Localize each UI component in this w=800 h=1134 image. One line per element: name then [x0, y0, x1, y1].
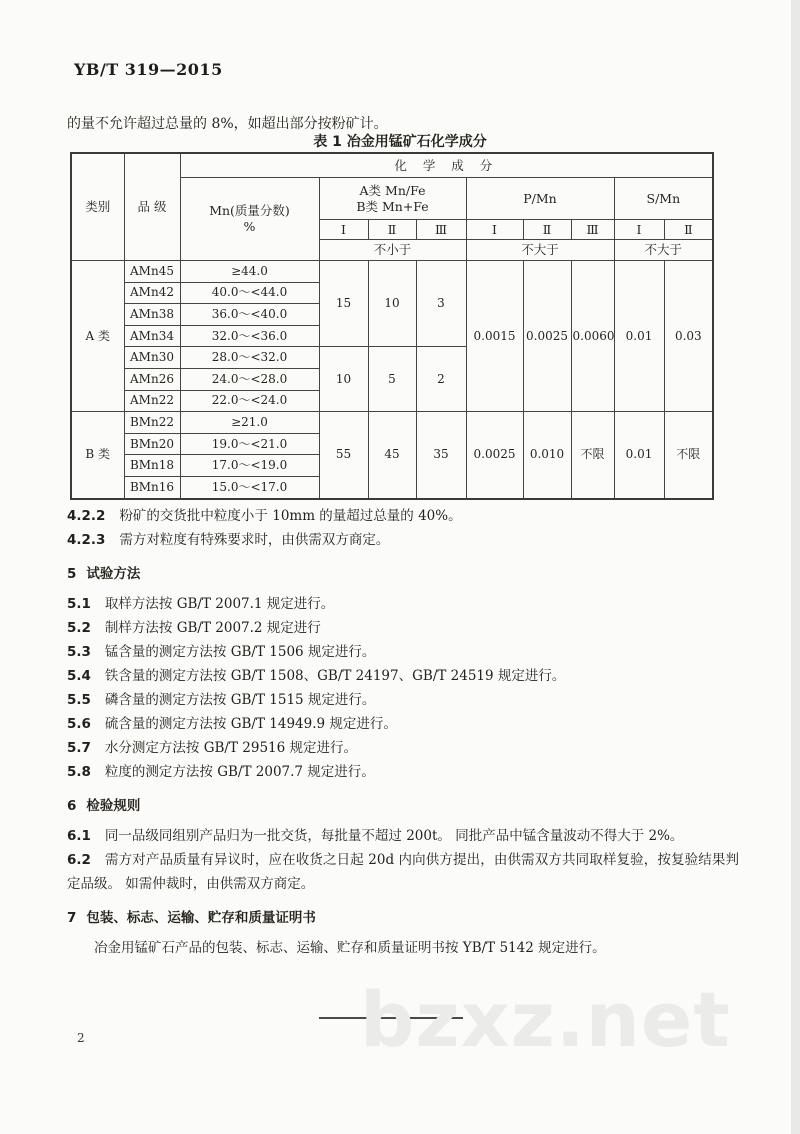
mnfe-value-cell: 10 — [368, 261, 416, 347]
header-pmn-ratio: P/Mn — [466, 178, 614, 220]
clause-text: 铁含量的测定方法按 GB/T 1508、GB/T 24197、GB/T 24519 规定进行。 — [104, 668, 566, 684]
clause-number: 5 — [67, 566, 77, 582]
clause-paragraph — [67, 760, 739, 784]
clause-paragraph — [67, 616, 739, 640]
mn-range-cell: 17.0～<19.0 — [180, 455, 319, 477]
mn-range-cell: 28.0～<32.0 — [180, 347, 319, 369]
mnfe-value-cell: 35 — [416, 412, 466, 499]
clause-paragraph — [67, 688, 739, 712]
header-category: 类别 — [71, 153, 124, 261]
clause-number: 6.1 — [67, 828, 91, 844]
table-row — [71, 261, 713, 283]
category-cell: A 类 — [71, 261, 124, 412]
clause-text: 粉矿的交货批中粒度小于 10mm 的量超过总量的 40%。 — [119, 508, 462, 524]
header-grade-numeral: Ⅰ — [319, 220, 368, 240]
mn-range-cell: 19.0～<21.0 — [180, 433, 319, 455]
mnfe-value-cell: 45 — [368, 412, 416, 499]
header-mn-fraction — [180, 178, 319, 261]
clause-paragraph — [67, 664, 739, 688]
clause-text: 试验方法 — [86, 566, 141, 582]
header-grade-numeral: Ⅰ — [466, 220, 523, 240]
header-chemical-composition: 化 学 成 分 — [180, 153, 713, 178]
clause-paragraph — [67, 848, 739, 896]
header-grade-numeral: Ⅰ — [614, 220, 664, 240]
clause-number: 5.2 — [67, 620, 91, 636]
clause-number: 5.3 — [67, 644, 91, 660]
clause-text: 检验规则 — [86, 798, 141, 814]
mn-range-cell: 32.0～<36.0 — [180, 325, 319, 347]
pmn-value-cell: 0.0060 — [571, 261, 614, 412]
clause-paragraph — [67, 640, 739, 664]
clause-text: 硫含量的测定方法按 GB/T 14949.9 规定进行。 — [104, 716, 397, 732]
section-heading — [67, 906, 739, 930]
header-grade-numeral: Ⅱ — [523, 220, 571, 240]
limit-not-greater-than: 不大于 — [466, 240, 614, 261]
grade-cell: AMn34 — [124, 325, 180, 347]
grade-cell: AMn22 — [124, 390, 180, 412]
pmn-value-cell: 0.0025 — [466, 412, 523, 499]
watermark-text: bzxz.net — [360, 975, 731, 1064]
mnfe-value-cell: 2 — [416, 347, 466, 412]
mn-range-cell: 40.0～<44.0 — [180, 282, 319, 304]
clause-text: 制样方法按 GB/T 2007.2 规定进行 — [104, 620, 321, 636]
header-mnfe-ratio — [319, 178, 466, 220]
grade-cell: BMn16 — [124, 476, 180, 498]
pmn-value-cell: 0.010 — [523, 412, 571, 499]
clause-text: 包装、标志、运输、贮存和质量证明书 — [86, 910, 316, 926]
header-mnfe-line1: A类 Mn/Fe — [359, 182, 426, 198]
clause-paragraph — [67, 528, 739, 552]
clauses-section — [67, 504, 739, 960]
clause-paragraph — [67, 712, 739, 736]
limit-not-greater-than: 不大于 — [614, 240, 713, 261]
grade-cell: AMn26 — [124, 368, 180, 390]
clause-text: 取样方法按 GB/T 2007.1 规定进行。 — [104, 596, 335, 612]
clause-text: 同一品级同组别产品归为一批交货，每批量不超过 200t。 同批产品中锰含量波动不得大于 2%。 — [104, 828, 684, 844]
clause-number: 5.4 — [67, 668, 91, 684]
mnfe-value-cell: 5 — [368, 347, 416, 412]
smn-value-cell: 0.03 — [664, 261, 713, 412]
mnfe-value-cell: 55 — [319, 412, 368, 499]
header-grade-numeral: Ⅱ — [664, 220, 713, 240]
clause-paragraph — [67, 504, 739, 528]
grade-cell: BMn22 — [124, 412, 180, 434]
mn-range-cell: ≥21.0 — [180, 412, 319, 434]
header-mnfe-line2: B类 Mn+Fe — [356, 198, 429, 214]
mnfe-value-cell: 15 — [319, 261, 368, 347]
clause-number: 5.1 — [67, 596, 91, 612]
clause-text: 水分测定方法按 GB/T 29516 规定进行。 — [104, 740, 357, 756]
pmn-value-cell: 0.0015 — [466, 261, 523, 412]
limit-not-less-than: 不小于 — [319, 240, 466, 261]
page-number: 2 — [77, 1031, 85, 1045]
clause-paragraph — [67, 592, 739, 616]
clause-number: 4.2.2 — [67, 508, 106, 524]
clause-paragraph — [67, 824, 739, 848]
clause-text: 锰含量的测定方法按 GB/T 1506 规定进行。 — [104, 644, 376, 660]
pmn-value-cell: 不限 — [571, 412, 614, 499]
clause-text: 冶金用锰矿石产品的包装、标志、运输、贮存和质量证明书按 YB/T 5142 规定进行。 — [94, 940, 606, 956]
clause-number: 5.5 — [67, 692, 91, 708]
clause-text: 需方对粒度有特殊要求时，由供需双方商定。 — [119, 532, 390, 548]
table-row — [71, 412, 713, 434]
mn-range-cell: 22.0～<24.0 — [180, 390, 319, 412]
smn-value-cell: 0.01 — [614, 412, 664, 499]
scan-edge-right — [791, 0, 800, 1134]
clause-number: 6 — [67, 798, 77, 814]
pmn-value-cell: 0.0025 — [523, 261, 571, 412]
header-grade-numeral: Ⅱ — [368, 220, 416, 240]
mn-range-cell: 15.0～<17.0 — [180, 476, 319, 498]
section-heading — [67, 562, 739, 586]
header-grade-numeral: Ⅲ — [416, 220, 466, 240]
clause-number: 6.2 — [67, 852, 91, 868]
smn-value-cell: 不限 — [664, 412, 713, 499]
intro-paragraph: 的量不允许超过总量的 8%，如超出部分按粉矿计。 — [67, 116, 388, 132]
header-grade-numeral: Ⅲ — [571, 220, 614, 240]
header-mn-line1: Mn(质量分数) — [209, 203, 290, 219]
grade-cell: AMn30 — [124, 347, 180, 369]
header-smn-ratio: S/Mn — [614, 178, 713, 220]
clause-text: 磷含量的测定方法按 GB/T 1515 规定进行。 — [104, 692, 376, 708]
grade-cell: AMn42 — [124, 282, 180, 304]
clause-text: 需方对产品质量有异议时，应在收货之日起 20d 内向供方提出，由供需双方共同取样复验，按复验结果判定品级。 如需仲裁时，由供需双方商定。 — [67, 852, 739, 892]
grade-cell: AMn45 — [124, 261, 180, 283]
clause-number: 5.7 — [67, 740, 91, 756]
mnfe-value-cell: 3 — [416, 261, 466, 347]
clause-paragraph — [67, 936, 739, 960]
header-grade: 品 级 — [124, 153, 180, 261]
category-cell: B 类 — [71, 412, 124, 499]
grade-cell: AMn38 — [124, 304, 180, 326]
mn-range-cell: 24.0～<28.0 — [180, 368, 319, 390]
doc-number: YB/T 319—2015 — [74, 60, 223, 79]
smn-value-cell: 0.01 — [614, 261, 664, 412]
clause-number: 4.2.3 — [67, 532, 106, 548]
mn-range-cell: ≥44.0 — [180, 261, 319, 283]
clause-paragraph — [67, 736, 739, 760]
clause-number: 7 — [67, 910, 77, 926]
header-mn-unit: % — [243, 219, 256, 234]
mn-range-cell: 36.0～<40.0 — [180, 304, 319, 326]
table-title: 表 1 冶金用锰矿石化学成分 — [313, 134, 487, 150]
clause-number: 5.6 — [67, 716, 91, 732]
grade-cell: BMn18 — [124, 455, 180, 477]
grade-cell: BMn20 — [124, 433, 180, 455]
composition-table — [70, 152, 714, 500]
mnfe-value-cell: 10 — [319, 347, 368, 412]
clause-number: 5.8 — [67, 764, 91, 780]
section-heading — [67, 794, 739, 818]
clause-text: 粒度的测定方法按 GB/T 2007.7 规定进行。 — [104, 764, 375, 780]
